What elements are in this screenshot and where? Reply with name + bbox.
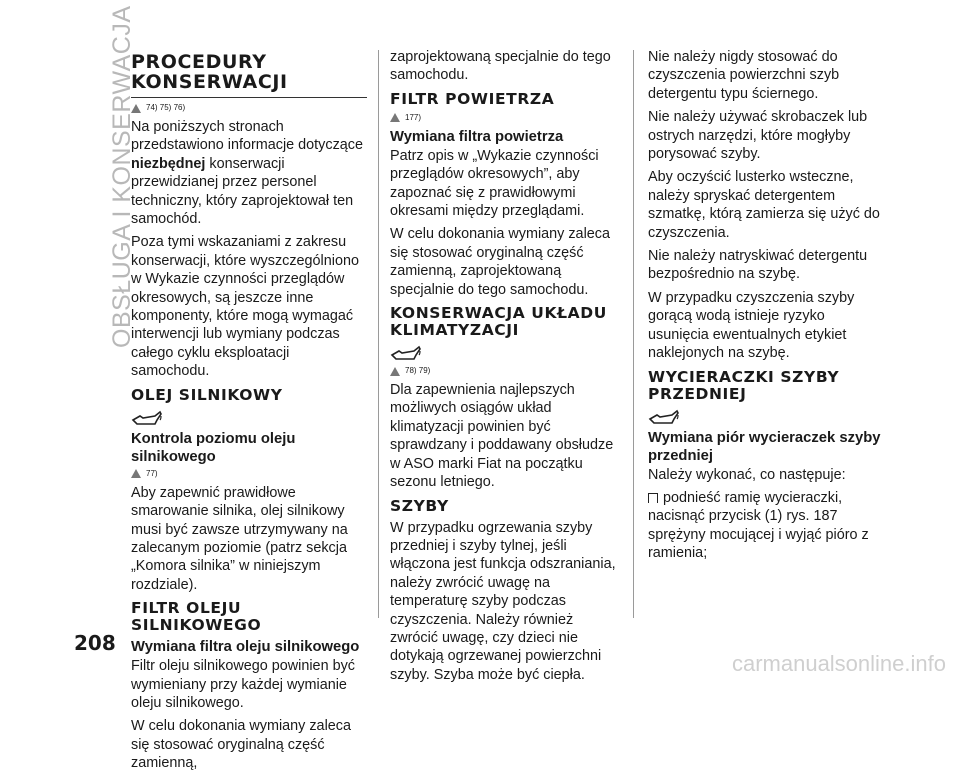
- column-2: [390, 48, 624, 689]
- section-title-engine-oil: OLEJ SILNIKOWY: [131, 385, 283, 404]
- subsection-title-wipers: Wymiana piór wycieraczek szyby przedniej: [648, 429, 881, 464]
- warning-ref-numbers: 177): [405, 112, 422, 122]
- page-number: 208: [74, 631, 116, 655]
- bullet-item: [648, 489, 884, 563]
- oil-can-icon: [390, 343, 422, 363]
- chapter-sidebar: [78, 5, 136, 348]
- bullet-marker-icon: [648, 493, 658, 503]
- paragraph: W celu dokonania wymiany zaleca się stosować oryginalną część zamienną, zaprojektowaną specjalnie do tego samochodu.: [390, 226, 610, 298]
- warning-triangle-icon: [131, 469, 141, 478]
- subsection-title-oil-filter: Wymiana filtra oleju silnikowego: [131, 639, 360, 656]
- column-divider: [378, 50, 379, 618]
- section-title-ac-maintenance: KONSERWACJA UKŁADU KLIMATYZACJI: [390, 304, 607, 340]
- warning-refs: [131, 468, 367, 480]
- warning-refs: [131, 102, 367, 114]
- warning-refs: [390, 112, 624, 124]
- warning-ref-numbers: 78) 79): [405, 366, 431, 376]
- column-3: [648, 48, 884, 568]
- oil-can-icon: [648, 407, 680, 427]
- subsection-title-air-filter: Wymiana filtra powietrza: [390, 128, 564, 145]
- paragraph: Aby zapewnić prawidłowe smarowanie silnika, olej silnikowy musi być zawsze utrzymywany na zalecanym poziomie (patrz sekcja „Komora silnika” w niniejszym rozdziale).: [131, 484, 348, 593]
- paragraph-text: konserwacji przewidzianej przez personel techniczny, który zaprojektował ten samochód.: [131, 155, 354, 228]
- paragraph: Dla zapewnienia najlepszych możliwych osiągów układ klimatyzacji powinien być sprawdzany i poddawany obsłudze w ASO marki Fiat na początku sezonu letniego.: [390, 382, 614, 491]
- paragraph: Poza tymi wskazaniami z zakresu konserwacji, które wyszczególniono w Wykazie czynności przeglądów okresowych, są jeszcze inne komponenty, które mogą wymagać interwencji lub wymiany podczas całego cyklu eksploatacji samochodu.: [131, 234, 359, 380]
- section-title-glass: SZYBY: [390, 496, 449, 515]
- warning-ref-numbers: 74) 75) 76): [146, 103, 186, 112]
- paragraph: Patrz opis w „Wykazie czynności przeglądów okresowych”, aby zapoznać się z prawidłowymi okresami między przeglądami.: [390, 147, 599, 220]
- warning-triangle-icon: [390, 113, 400, 122]
- paragraph: Nie należy nigdy stosować do czyszczenia powierzchni szyb detergentu typu ściernego.: [648, 49, 840, 102]
- section-title-wipers: WYCIERACZKI SZYBY PRZEDNIEJ: [648, 367, 840, 403]
- warning-triangle-icon: [390, 367, 400, 376]
- paragraph: Filtr oleju silnikowego powinien być wymieniany przy każdej wymianie oleju silnikowego.: [131, 658, 355, 711]
- paragraph: Nie należy używać skrobaczek lub ostrych narzędzi, które mogłyby porysować szyby.: [648, 109, 868, 163]
- paragraph: zaprojektowaną specjalnie do tego samochodu.: [390, 49, 611, 84]
- bullet-text: podnieść ramię wycieraczki, nacisnąć przycisk (1) rys. 187 sprężyny mocującej i wyjąć pióro z ramienia;: [648, 489, 869, 562]
- watermark: carmanualsonline.info: [731, 651, 946, 676]
- section-title-oil-filter: FILTR OLEJU SILNIKOWEGO: [131, 599, 262, 635]
- warning-ref-numbers: 77): [146, 468, 158, 478]
- bold-text: niezbędnej: [131, 155, 206, 172]
- warning-triangle-icon: [131, 104, 141, 113]
- paragraph: W przypadku czyszczenia szyby gorącą wodą istnieje ryzyko usunięcia ewentualnych etykiet naklejonych na szybę.: [648, 289, 855, 362]
- paragraph-text: Na poniższych stronach przedstawiono informacje dotyczące: [131, 119, 363, 154]
- chapter-title: OBSŁUGA I KONSERWACJA: [108, 5, 136, 348]
- paragraph: Nie należy natryskiwać detergentu bezpośrednio na szybę.: [648, 248, 868, 283]
- paragraph: Należy wykonać, co następuje:: [648, 466, 846, 483]
- paragraph: Aby oczyścić lusterko wsteczne, należy spryskać detergentem szmatkę, którą zamierza się użyć do czyszczenia.: [648, 169, 880, 241]
- column-divider: [633, 50, 634, 618]
- section-title-air-filter: FILTR POWIETRZA: [390, 89, 555, 108]
- paragraph: W celu dokonania wymiany zaleca się stosować oryginalną część zamienną,: [131, 718, 351, 772]
- warning-refs: [390, 365, 624, 377]
- oil-can-icon: [131, 408, 163, 428]
- section-title-procedures: PROCEDURY KONSERWACJI: [131, 52, 367, 98]
- subsection-title-oil-level: Kontrola poziomu oleju silnikowego: [131, 430, 296, 465]
- column-1: [131, 48, 367, 778]
- paragraph: W przypadku ogrzewania szyby przedniej i szyby tylnej, jeśli włączona jest funkcja odszraniania, należy zwrócić uwagę na temperaturę szyby podczas czyszczenia. Należy również zwrócić uwagę, czy dzieci nie dotykają ogrzewanej powierzchni szyby. Szyba może być ciepła.: [390, 519, 616, 683]
- paragraph: [131, 118, 367, 228]
